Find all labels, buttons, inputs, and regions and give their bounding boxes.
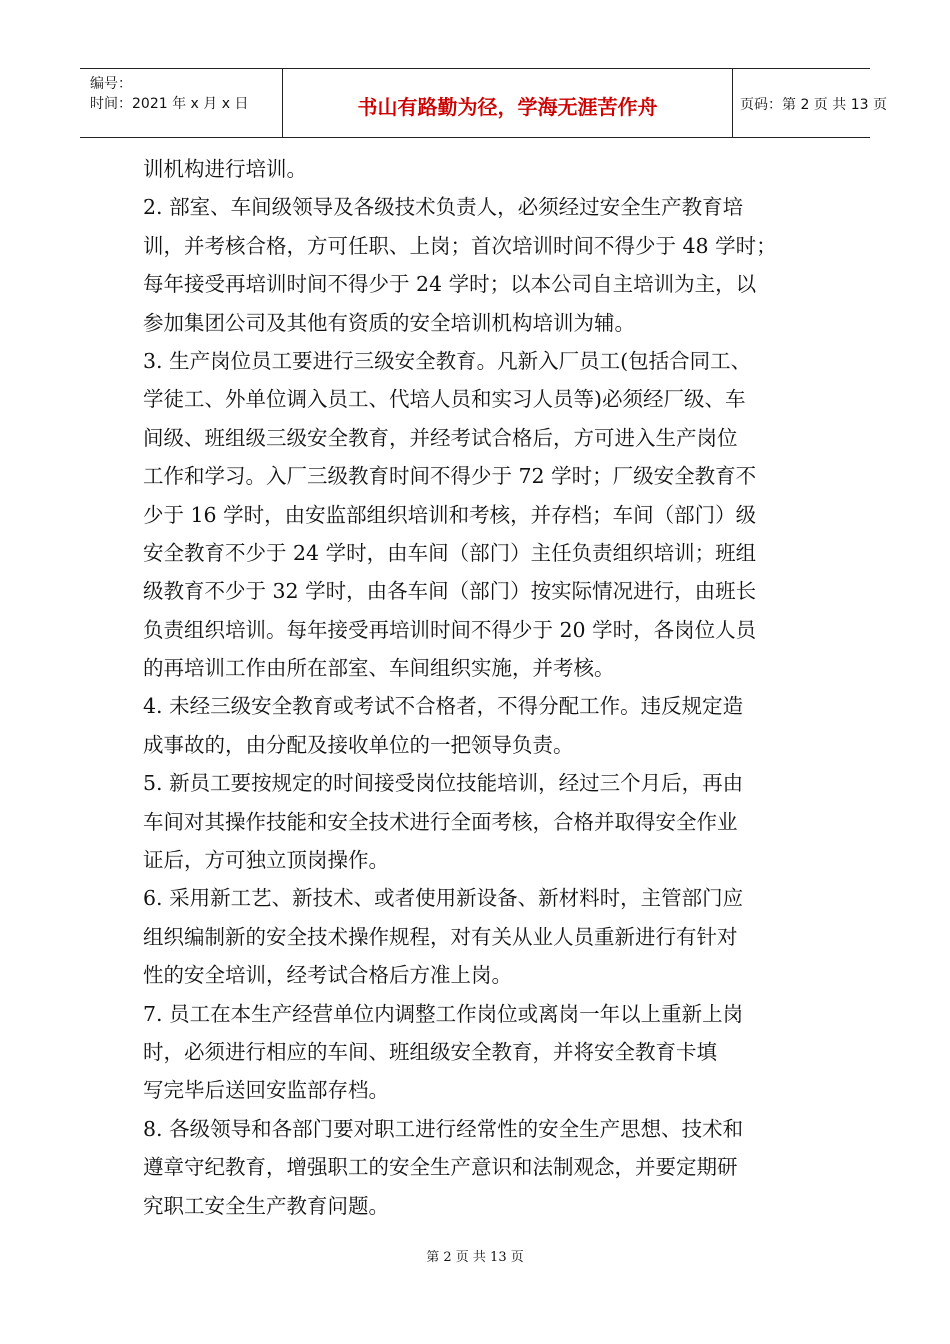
body-line: 训机构进行培训。	[143, 157, 307, 181]
body-line: 成事故的，由分配及接收单位的一把领导负责。	[143, 732, 574, 757]
header-meta-cell	[80, 69, 282, 137]
footer-page-number: 第 2 页 共 13 页	[426, 1250, 524, 1265]
body-line: 车间对其操作技能和安全技术进行全面考核，合格并取得安全作业	[143, 809, 738, 834]
body-line: 组织编制新的安全技术操作规程，对有关从业人员重新进行有针对	[143, 924, 738, 949]
document-date: 时间：2021 年 x 月 x 日	[90, 96, 249, 112]
body-line: 5. 新员工要按规定的时间接受岗位技能培训，经过三个月后，再由	[143, 771, 744, 796]
body-line: 间级、班组级三级安全教育，并经考试合格后，方可进入生产岗位	[143, 425, 738, 450]
document-number-label: 编号：	[90, 76, 132, 92]
header-table	[80, 68, 887, 138]
motto-text: 书山有路勤为径，学海无涯苦作舟	[357, 95, 658, 119]
body-line: 少于 16 学时，由安监部组织培训和考核，并存档；车间（部门）级	[143, 502, 757, 527]
header-motto-cell	[282, 69, 733, 137]
body-line: 证后，方可独立顶岗操作。	[143, 848, 389, 873]
body-line: 2. 部室、车间级领导及各级技术负责人，必须经过安全生产教育培	[143, 195, 744, 220]
body-line: 4. 未经三级安全教育或考试不合格者，不得分配工作。违反规定造	[143, 694, 744, 719]
body-line: 性的安全培训，经考试合格后方准上岗。	[143, 963, 512, 988]
body-line: 的再培训工作由所在部室、车间组织实施，并考核。	[143, 656, 615, 681]
body-line: 训，并考核合格，方可任职、上岗；首次培训时间不得少于 48 学时；	[143, 233, 777, 258]
header-page-cell	[732, 69, 887, 137]
header-page-number: 页码：第 2 页 共 13 页	[740, 97, 887, 113]
document-body	[143, 150, 813, 1225]
body-line: 学徒工、外单位调入员工、代培人员和实习人员等)必须经厂级、车	[143, 387, 746, 412]
body-line: 7. 员工在本生产经营单位内调整工作岗位或离岗一年以上重新上岗	[143, 1001, 744, 1026]
body-line: 遵章守纪教育，增强职工的安全生产意识和法制观念，并要定期研	[143, 1155, 738, 1180]
body-line: 6. 采用新工艺、新技术、或者使用新设备、新材料时，主管部门应	[143, 886, 744, 911]
body-line: 究职工安全生产教育问题。	[143, 1193, 389, 1218]
body-line: 安全教育不少于 24 学时，由车间（部门）主任负责组织培训；班组	[143, 540, 757, 565]
body-line: 参加集团公司及其他有资质的安全培训机构培训为辅。	[143, 310, 635, 335]
body-line: 级教育不少于 32 学时，由各车间（部门）按实际情况进行，由班长	[143, 579, 757, 604]
body-line: 工作和学习。入厂三级教育时间不得少于 72 学时；厂级安全教育不	[143, 464, 757, 489]
body-line: 8. 各级领导和各部门要对职工进行经常性的安全生产思想、技术和	[143, 1116, 744, 1141]
body-line: 每年接受再培训时间不得少于 24 学时；以本公司自主培训为主，以	[143, 272, 757, 297]
body-line: 时，必须进行相应的车间、班组级安全教育，并将安全教育卡填	[143, 1039, 717, 1064]
body-line: 3. 生产岗位员工要进行三级安全教育。凡新入厂员工(包括合同工、	[143, 348, 752, 373]
body-line: 负责组织培训。每年接受再培训时间不得少于 20 学时，各岗位人员	[143, 617, 757, 642]
body-line: 写完毕后送回安监部存档。	[143, 1078, 389, 1103]
